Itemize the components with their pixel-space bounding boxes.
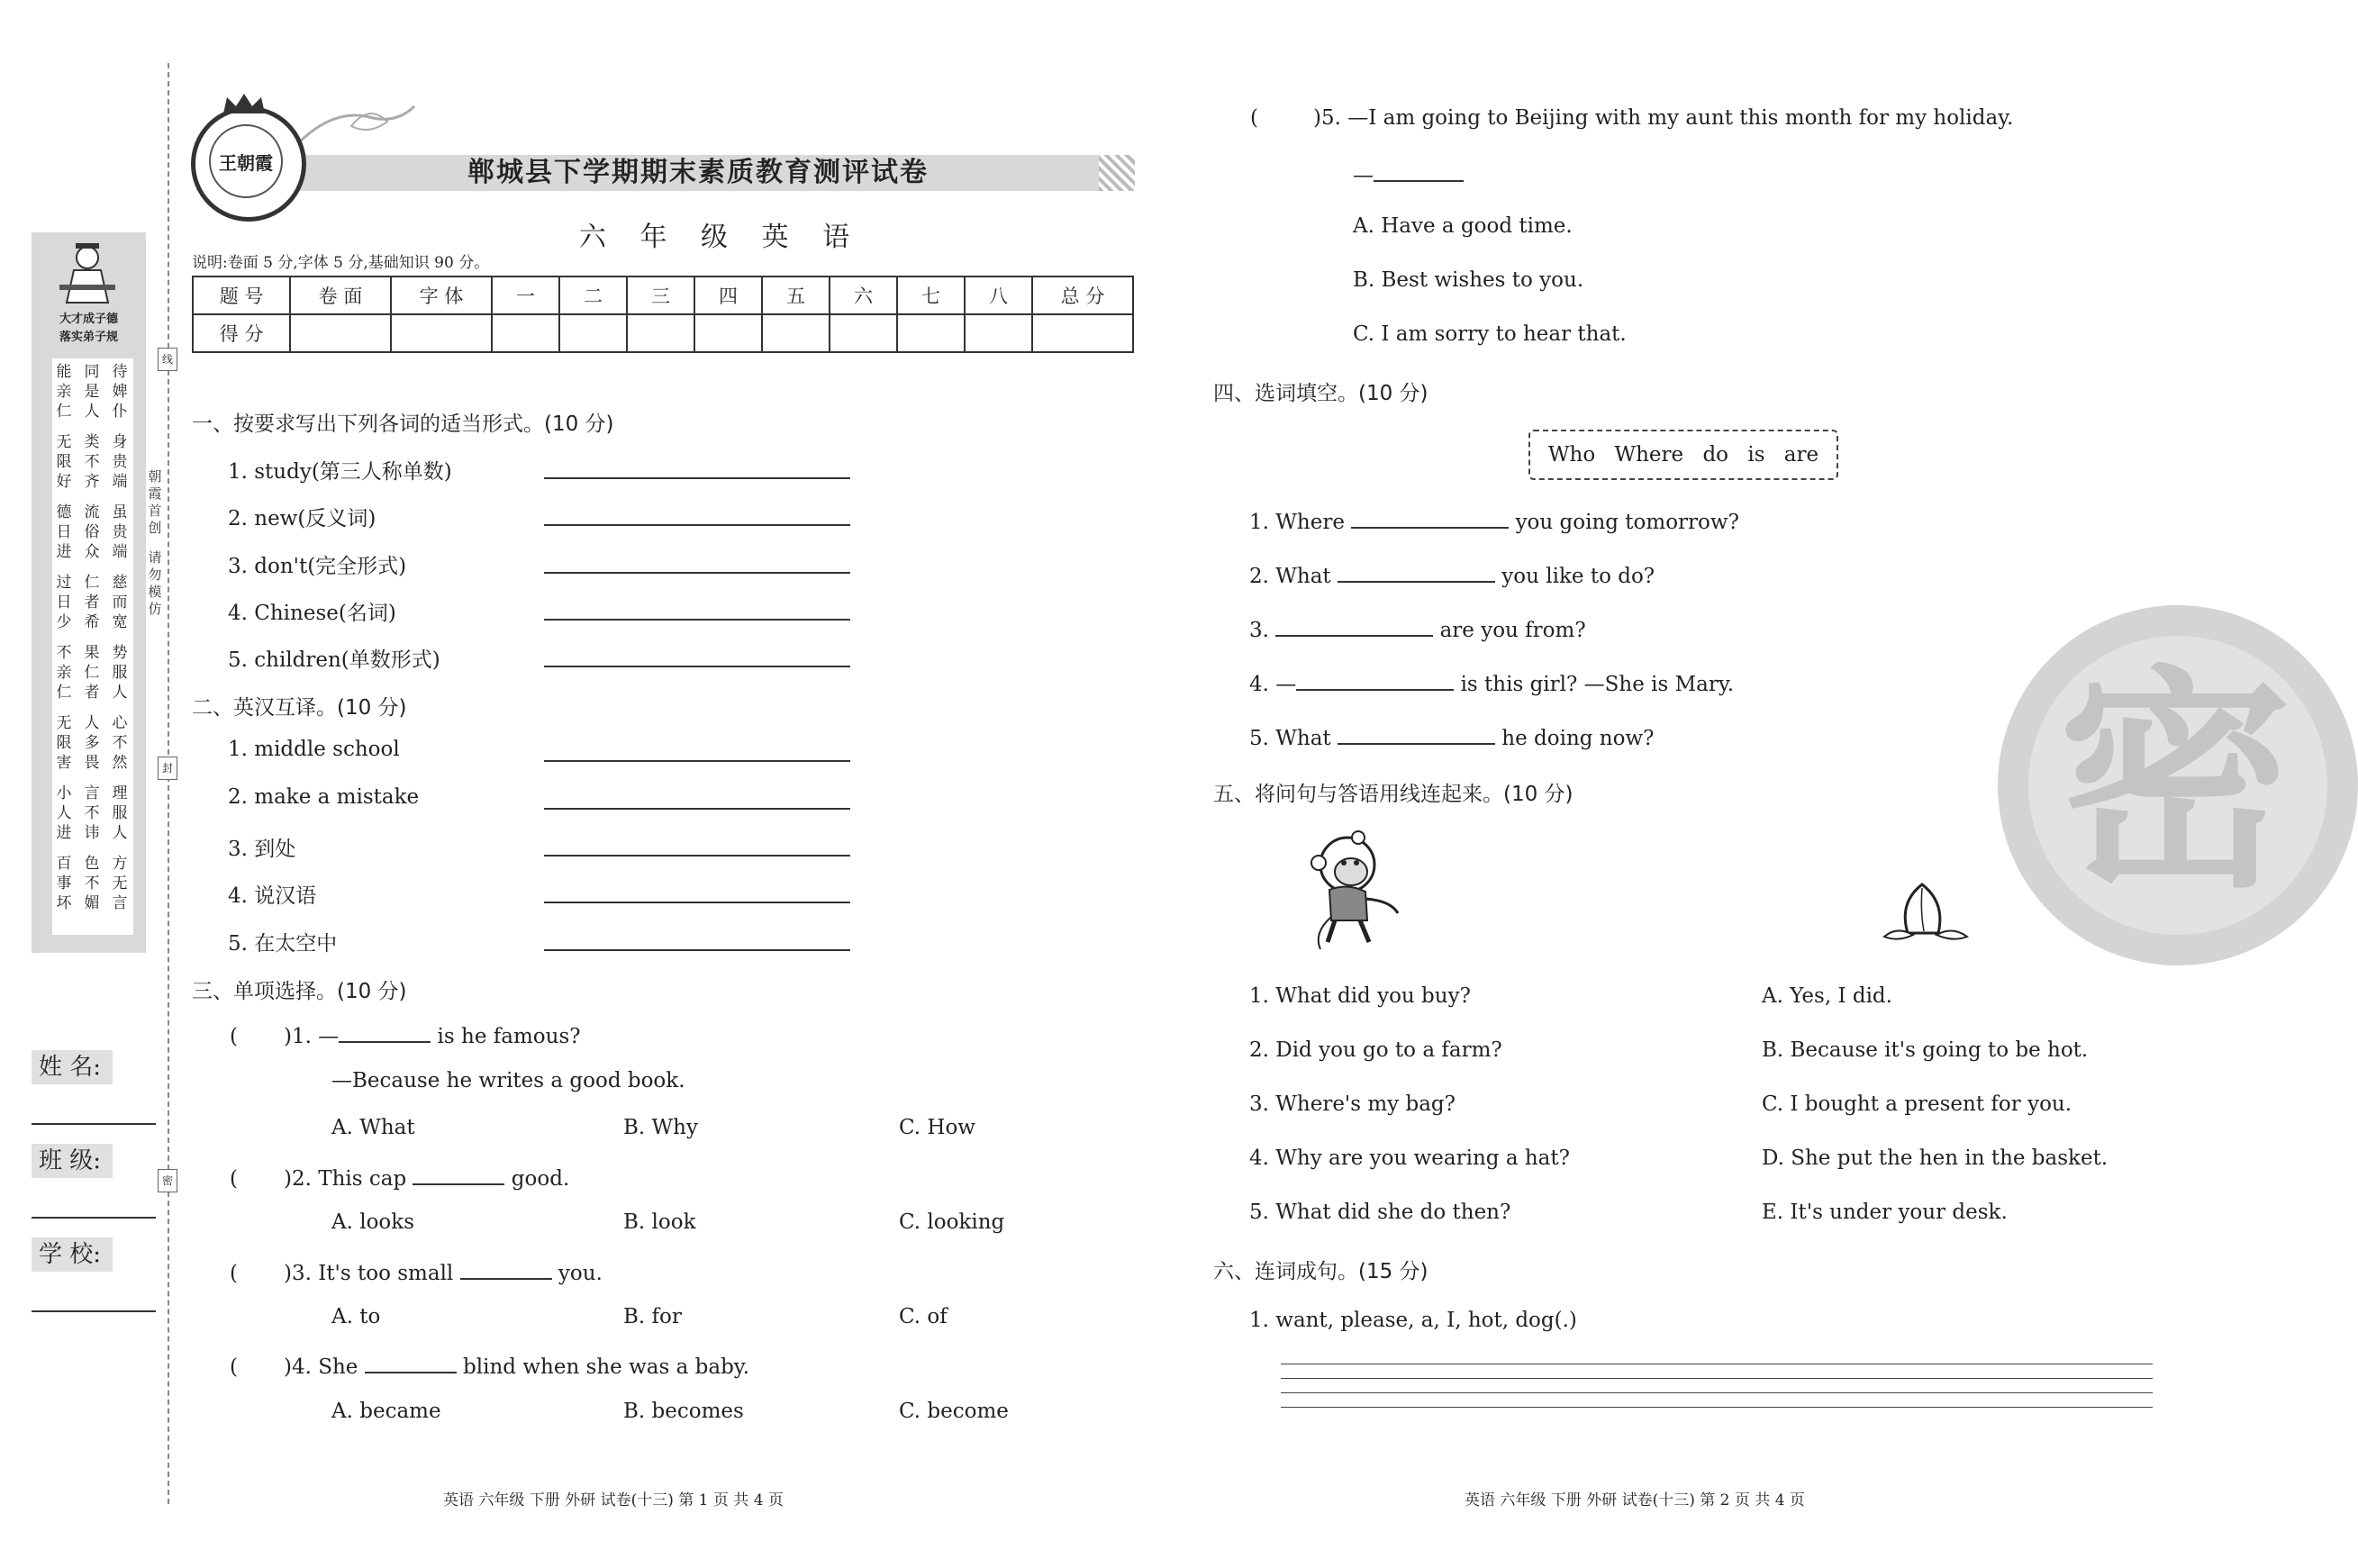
banner-pattern	[1099, 155, 1135, 191]
score-cell[interactable]	[830, 314, 897, 352]
fill-blank[interactable]	[1296, 669, 1454, 691]
class-label: 班 级:	[32, 1144, 113, 1178]
score-cell[interactable]	[627, 314, 694, 352]
fill-pre: 1. Where	[1249, 511, 1345, 534]
mc-question-text: blind when she was a baby.	[463, 1355, 750, 1379]
mc-blank	[460, 1258, 552, 1280]
mc-question-text: )5. —I am going to Beijing with my aunt this month for my holiday.	[1313, 106, 2014, 130]
score-cell[interactable]	[965, 314, 1032, 352]
s1-item: 4. Chinese(名词)	[228, 602, 396, 625]
s2-item: 2. make a mistake	[228, 785, 420, 809]
s2-item: 4. 说汉语	[228, 884, 317, 908]
score-cell[interactable]	[1032, 314, 1133, 352]
s2-item: 5. 在太空中	[228, 932, 338, 956]
mc-question-text: )1. —	[284, 1025, 340, 1048]
mc-option: A. became	[331, 1400, 441, 1423]
motto-title	[36, 311, 141, 347]
match-answer[interactable]: C. I bought a present for you.	[1762, 1092, 2072, 1116]
answer-paren[interactable]: (	[1250, 106, 1258, 130]
score-note: 说明:卷面 5 分,字体 5 分,基础知识 90 分。	[192, 254, 490, 272]
motto-column: 能 亲 仁 无 限 好 德 日 进 过 日 少 不 亲 仁 无 限 害 小 人 进 百 事 坏	[56, 363, 72, 912]
mc-option: B. Best wishes to you.	[1353, 268, 1584, 292]
mc-option: C. become	[899, 1400, 1009, 1423]
mc-blank	[339, 1021, 431, 1043]
score-cell[interactable]	[290, 314, 391, 352]
section3-title: 三、单项选择。(10 分)	[192, 980, 407, 1003]
fill-item	[1249, 615, 1586, 642]
fill-pre: 2. What	[1249, 565, 1331, 588]
exam-title: 郸城县下学期期末素质教育测评试卷	[467, 157, 929, 188]
logo-text	[209, 124, 283, 198]
fill-item	[1249, 561, 1655, 588]
s1-item: 5. children(单数形式)	[228, 648, 440, 672]
mc-option: B. becomes	[623, 1400, 744, 1423]
s2-item: 3. 到处	[228, 838, 296, 861]
mc-question-text: )4. She	[284, 1355, 358, 1379]
section5-title: 五、将问句与答语用线连起来。(10 分)	[1213, 783, 1574, 806]
section1-title: 一、按要求写出下列各词的适当形式。(10 分)	[192, 412, 614, 436]
s1-answer-line[interactable]	[544, 666, 850, 667]
mc-question-text: is he famous?	[437, 1025, 581, 1048]
score-row-label: 得 分	[193, 314, 290, 352]
writing-line[interactable]	[1281, 1392, 2153, 1393]
mc-option: A. Have a good time.	[1353, 214, 1573, 238]
mc-question	[230, 1164, 569, 1191]
score-header-cell: 六	[830, 276, 897, 314]
match-question[interactable]: 3. Where's my bag?	[1249, 1092, 1456, 1116]
motto-figure	[56, 240, 119, 304]
score-header-cell: 三	[627, 276, 694, 314]
match-question[interactable]: 2. Did you go to a farm?	[1249, 1038, 1502, 1062]
fill-blank[interactable]	[1338, 561, 1495, 583]
fill-blank[interactable]	[1351, 507, 1509, 529]
writing-line[interactable]	[1281, 1378, 2153, 1379]
score-header-cell: 卷 面	[290, 276, 391, 314]
dash: —	[1353, 164, 1374, 187]
ribbon-decoration	[297, 99, 423, 153]
sentence-item: 1. want, please, a, I, hot, dog(.)	[1249, 1309, 1577, 1332]
mc-question-line2: —Because he writes a good book.	[331, 1069, 685, 1092]
mc-question-text: )2. This cap	[284, 1167, 407, 1191]
score-header-cell: 字 体	[391, 276, 492, 314]
vertical-note: 朝 霞 首 创 请 勿 模 仿	[148, 468, 162, 617]
score-cell[interactable]	[762, 314, 830, 352]
mc-option: C. of	[899, 1305, 948, 1328]
mc-dialog-line	[1353, 160, 1464, 187]
score-header-cell: 八	[965, 276, 1032, 314]
class-field[interactable]	[32, 1217, 156, 1219]
fill-post: are you from?	[1439, 619, 1586, 642]
mc-option: B. for	[623, 1305, 682, 1328]
writing-line[interactable]	[1281, 1407, 2153, 1408]
mc-question	[1250, 106, 2013, 130]
score-cell[interactable]	[559, 314, 627, 352]
seal-mark: 密	[158, 1169, 177, 1192]
crown-icon	[222, 92, 267, 115]
name-field[interactable]	[32, 1123, 156, 1125]
fill-item	[1249, 669, 1734, 696]
answer-paren[interactable]: (	[230, 1355, 238, 1379]
mc-option: B. look	[623, 1210, 696, 1234]
motto-column: 同 是 人 类 不 齐 流 俗 众 仁 者 希 果 仁 者 人 多 畏 言 不 讳 色 不 媚	[84, 363, 100, 912]
score-cell[interactable]	[492, 314, 559, 352]
subject-title: 六 年 级 英 语	[578, 222, 863, 253]
fill-pre: 5. What	[1249, 727, 1331, 750]
score-header-cell: 一	[492, 276, 559, 314]
page-footer-right: 英语 六年级 下册 外研 试卷(十三) 第 2 页 共 4 页	[1465, 1491, 1805, 1509]
word-bank: Who Where do is are	[1528, 430, 1838, 480]
mc-question-text: good.	[511, 1167, 570, 1191]
score-header-cell: 七	[897, 276, 965, 314]
mc-question-text: you.	[558, 1262, 603, 1285]
mc-question	[230, 1352, 749, 1379]
s1-answer-line[interactable]	[544, 524, 850, 526]
mc-option: C. I am sorry to hear that.	[1353, 322, 1627, 346]
score-table-score-row	[193, 314, 1133, 352]
mc-option: B. Why	[623, 1116, 698, 1139]
answer-paren[interactable]: (	[230, 1262, 238, 1285]
mc-option: C. How	[899, 1116, 975, 1139]
mc-option: A. What	[331, 1116, 415, 1139]
s1-item: 2. new(反义词)	[228, 507, 376, 530]
match-answer[interactable]: E. It's under your desk.	[1762, 1201, 2008, 1224]
s1-answer-line[interactable]	[544, 572, 850, 574]
score-header-cell: 总 分	[1032, 276, 1133, 314]
mc-blank	[1374, 160, 1464, 182]
section4-title: 四、选词填空。(10 分)	[1213, 382, 1428, 405]
page-footer-left: 英语 六年级 下册 外研 试卷(十三) 第 1 页 共 4 页	[443, 1491, 784, 1509]
motto-title-line: 落实弟子规	[59, 331, 118, 344]
mc-question-text: )3. It's too small	[284, 1262, 454, 1285]
fill-post: you going tomorrow?	[1515, 511, 1739, 534]
answer-paren[interactable]: (	[230, 1025, 238, 1048]
binding-line	[168, 63, 169, 1504]
motto-title-line: 大才成子德	[59, 313, 118, 326]
fill-post: is this girl? —She is Mary.	[1460, 673, 1735, 696]
fill-pre: 3.	[1249, 619, 1269, 642]
fill-item	[1249, 507, 1739, 534]
name-label: 姓 名:	[32, 1050, 113, 1084]
seal-mark: 封	[158, 757, 177, 780]
match-question[interactable]: 5. What did she do then?	[1249, 1201, 1511, 1224]
score-table	[192, 276, 1134, 353]
mc-blank	[413, 1164, 504, 1185]
mc-option: C. looking	[899, 1210, 1005, 1234]
monkey-illustration	[1304, 827, 1412, 953]
score-cell[interactable]	[694, 314, 762, 352]
s1-item: 1. study(第三人称单数)	[228, 460, 452, 484]
peach-illustration	[1881, 875, 1971, 946]
s2-answer-line[interactable]	[544, 949, 850, 951]
fill-post: you like to do?	[1501, 565, 1655, 588]
mc-option: A. looks	[331, 1210, 415, 1234]
mc-question	[230, 1021, 581, 1048]
score-header-cell: 五	[762, 276, 830, 314]
score-header-cell: 四	[694, 276, 762, 314]
match-question[interactable]: 1. What did you buy?	[1249, 984, 1471, 1008]
fill-post: he doing now?	[1501, 727, 1655, 750]
s1-answer-line[interactable]	[544, 619, 850, 621]
logo-label: 王朝霞	[219, 152, 273, 174]
score-header-cell: 二	[559, 276, 627, 314]
fill-blank[interactable]	[1275, 615, 1433, 637]
match-answer[interactable]: B. Because it's going to be hot.	[1762, 1038, 2089, 1062]
mc-blank	[365, 1352, 457, 1373]
s2-answer-line[interactable]	[544, 902, 850, 903]
school-label: 学 校:	[32, 1237, 113, 1272]
fill-pre: 4. —	[1249, 673, 1297, 696]
score-cell[interactable]	[391, 314, 492, 352]
motto-columns	[52, 358, 133, 935]
match-answer[interactable]: D. She put the hen in the basket.	[1762, 1147, 2109, 1170]
s2-item: 1. middle school	[228, 738, 400, 761]
s1-answer-line[interactable]	[544, 477, 850, 479]
match-answer[interactable]: A. Yes, I did.	[1762, 984, 1892, 1008]
s1-item: 3. don't(完全形式)	[228, 555, 407, 578]
match-question[interactable]: 4. Why are you wearing a hat?	[1249, 1147, 1570, 1170]
s2-answer-line[interactable]	[544, 760, 850, 762]
school-field[interactable]	[32, 1310, 156, 1312]
s2-answer-line[interactable]	[544, 855, 850, 857]
section2-title: 二、英汉互译。(10 分)	[192, 696, 407, 720]
fill-item	[1249, 723, 1654, 750]
section6-title: 六、连词成句。(15 分)	[1213, 1260, 1428, 1283]
motto-column: 待 婢 仆 身 贵 端 虽 贵 端 慈 而 宽 势 服 人 心 不 然 理 服 人 方 无 言	[112, 363, 128, 912]
mc-option: A. to	[331, 1305, 381, 1328]
watermark-glyph: 密	[2058, 648, 2292, 920]
score-cell[interactable]	[897, 314, 965, 352]
s2-answer-line[interactable]	[544, 808, 850, 810]
score-table-header-row	[193, 276, 1133, 314]
fill-blank[interactable]	[1338, 723, 1495, 745]
answer-paren[interactable]: (	[230, 1167, 238, 1191]
seal-mark: 线	[158, 348, 177, 371]
mc-question	[230, 1258, 603, 1285]
score-header-cell: 题 号	[193, 276, 290, 314]
